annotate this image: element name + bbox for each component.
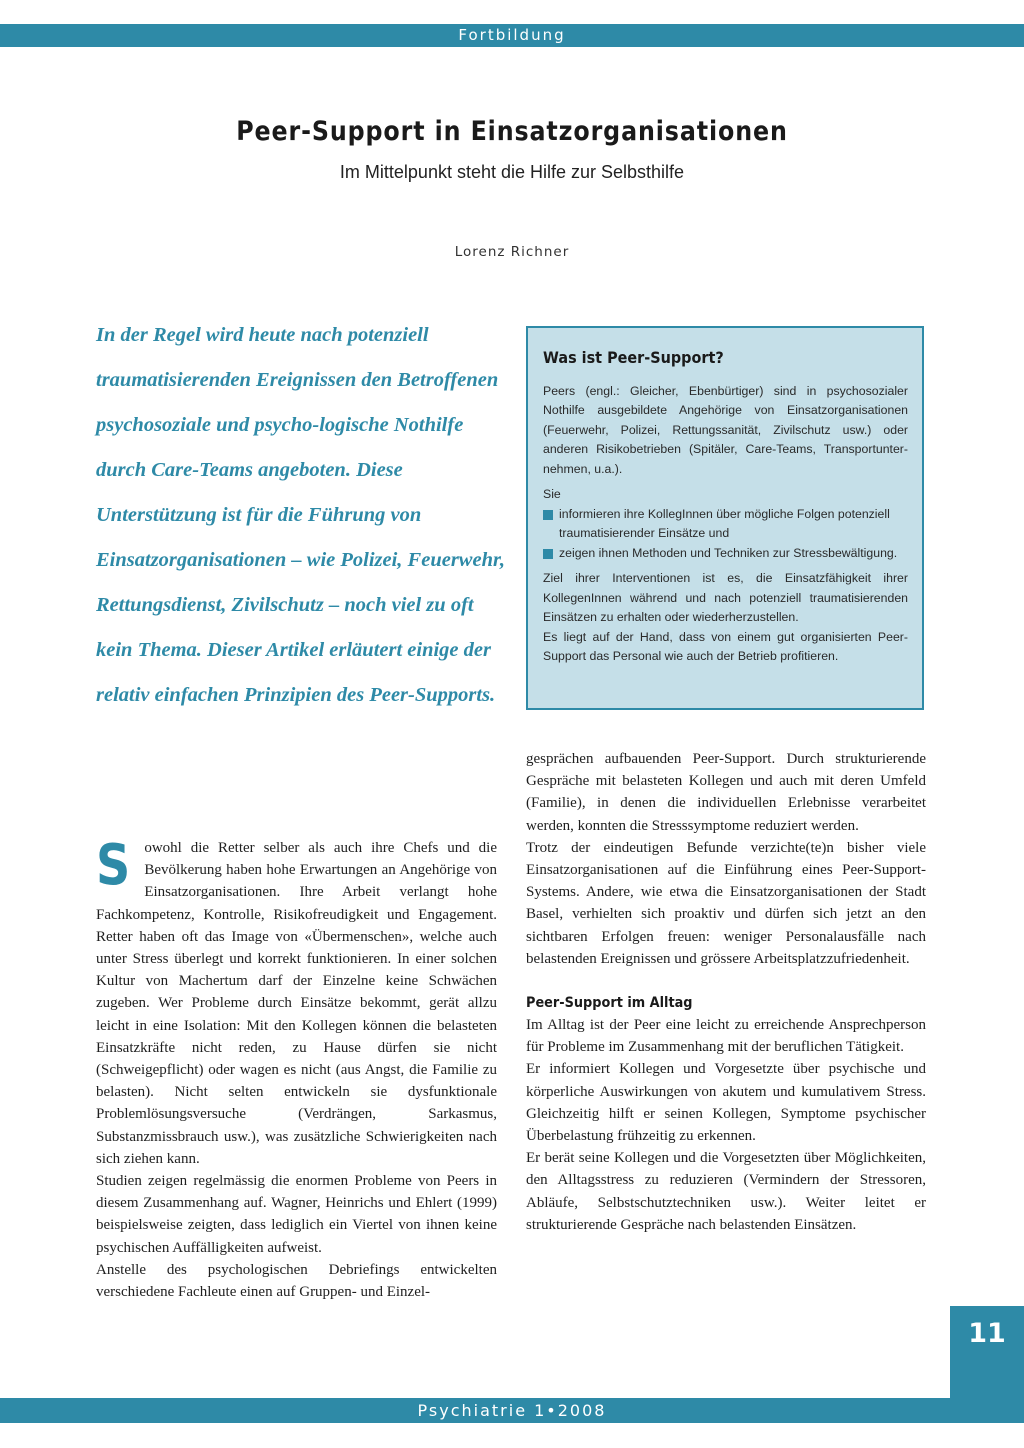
body-paragraph: Im Alltag ist der Peer eine leicht zu erreichende Ansprechperson für Probleme im Zusammenhang mit der beruflichen Tätigkeit. [526,1017,926,1056]
info-box-bullet [543,505,908,544]
body-paragraph [96,833,497,1170]
info-box-bullet-text: informieren ihre KollegInnen über mögliche Folgen potenziell traumatisierender Einsätze und [559,506,890,540]
body-column-left [96,833,497,1303]
article-author: Lorenz Richner [454,244,570,260]
info-box-bullet [543,544,908,564]
info-box-heading: Was ist Peer-Support? [543,348,724,367]
body-paragraph: Er informiert Kollegen und Vorgesetzte über psychische und körperliche Auswirkungen von akutem und kumulativem Stress. Gleichzeitig hilft er seinen Kollegen, Symptome psychischer Überbelastung frühzeitig zu erkennen. [526,1061,926,1145]
footer-bar [0,1398,1024,1423]
article-title: Peer-Support in Einsatzorganisationen [236,116,788,147]
article-lead: In der Regel wird heute nach potenziell traumatisierenden Ereignissen den Betroffenen psychosoziale und psycho-logische Nothilfe durch Care-Teams angeboten. Diese Unterstützung ist für die Führung von Einsatzorganisationen – wie Polizei, Feuerwehr, Rettungsdienst, Zivilschutz – noch viel zu oft kein Thema. Dieser Artikel erläutert einige der relativ einfachen Prinzipien des Peer-Supports. [96,324,505,706]
article-subtitle: Im Mittelpunkt steht die Hilfe zur Selbsthilfe [339,162,685,182]
body-paragraph: Anstelle des psychologischen Debriefings entwickelten verschiedene Fachleute einen auf Gruppen- und Einzel- [96,1261,497,1301]
info-box-bullet-text: zeigen ihnen Methoden und Techniken zur Stressbewältigung. [559,545,898,560]
page-number: 11 [968,1318,1006,1349]
body-paragraph: Er berät seine Kollegen und die Vorgesetzten über Möglichkeiten, den Alltagsstress zu reduzieren (Vermindern der Stressoren, Abläufe, Selbstschutztechniken usw.). Weiter leitet er strukturierende Gespräche nach belastenden Einsätzen. [526,1150,926,1233]
page-number-tab [950,1306,1024,1398]
body-column-right [526,748,926,1236]
body-paragraph: gesprächen aufbauenden Peer-Support. Durch strukturierende Gespräche mit belasteten Kollegen und auch mit deren Umfeld (Familie), in denen die individuellen Erlebnisse verarbeitet werden, konnten die Stresssymptome reduziert werden. [526,751,926,834]
info-box-paragraph: Es liegt auf der Hand, dass von einem gut organisierten Peer-Support das Personal wie auch der Betrieb profitieren. [543,629,908,663]
body-paragraph-text: owohl die Retter selber als auch ihre Chefs und die Bevölkerung haben hohe Erwartungen an Angehörige von Einsatzorganisationen. Ihre Arbeit verlangt hohe Fachkompetenz, Kontrolle, Risikofreudigkeit und Engagement. Retter haben oft das Image von «Übermenschen», welche auch unter Stress überlegt und korrekt funktionieren. In einer solchen Kultur von Machertum darf der Einzelne keine Schwächen zugeben. Wer Probleme durch Einsätze bekommt, gerät allzu leicht in eine Isolation: Mit den Kollegen können die belasteten Einsatzkräfte nicht reden, zu Hause dürfen sie nicht (Schweigepflicht) oder wagen es nicht (aus Angst, die Familie zu belasten). Nicht selten entwickeln sie dysfunktionale Problemlösungsversuche (Verdrängen, Sarkasmus, Substanzmissbrauch usw.), was zusätzliche Schwierigkeiten nach sich ziehen kann. [96,840,497,1167]
section-label: Fortbildung [458,26,566,44]
body-paragraph: Trotz der eindeutigen Befunde verzichte(te)n bisher viele Einsatzorganisationen auf die Einführung eines Peer-Support-Systems. Andere, wie etwa die Einsatzorganisationen der Stadt Basel, verhielten sich proaktiv und dürfen sich jetzt an den sichtbaren Erfolgen freuen: weniger Personalausfälle nach belastenden Ereignissen und grössere Arbeitsplatzzufriedenheit. [526,839,926,967]
info-box-paragraph: Peers (engl.: Gleicher, Ebenbürtiger) sind in psychosozialer Nothilfe ausgebildete Angehörige von Einsatzorganisationen (Feuerwehr, Polizei, Rettungssanität, Zivilschutz usw.) oder anderen Risikobetrieben (Spitäler, Care-Teams, Transportunter-nehmen, u.a.). [543,383,908,476]
square-bullet-icon [543,510,553,520]
body-paragraph: Studien zeigen regelmässig die enormen Probleme von Peers in diesem Zusammenhang auf. Wagner, Heinrichs und Ehlert (1999) beispielsweise zeigten, dass lediglich ein Viertel von ihnen keine psychischen Auffälligkeiten aufweist. [96,1173,497,1256]
info-box [526,326,924,710]
section-heading: Peer-Support im Alltag [526,995,693,1012]
section-header-bar [0,24,1024,47]
info-box-sie: Sie [543,487,561,501]
info-box-bullets [543,505,908,564]
drop-cap: S [96,833,131,898]
journal-issue: Psychiatrie 1•2008 [417,1401,607,1420]
square-bullet-icon [543,549,553,559]
info-box-paragraph: Ziel ihrer Interventionen ist es, die Einsatzfähigkeit ihrer KollegenInnen während und nach potenziell traumatisierenden Einsätzen zu erhalten oder wiederherzustellen. [543,571,908,624]
